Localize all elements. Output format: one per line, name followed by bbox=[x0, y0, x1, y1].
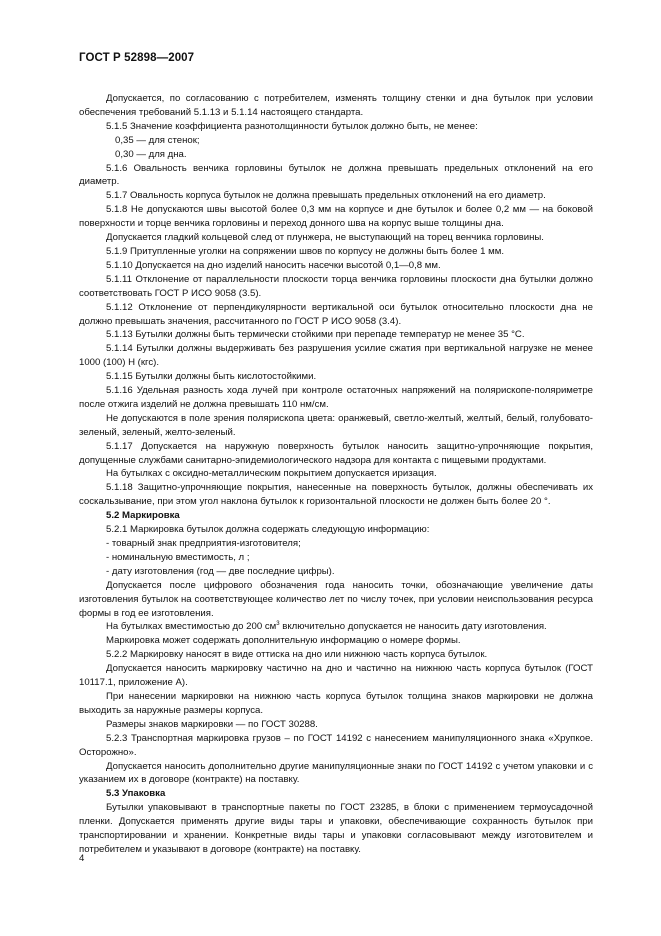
paragraph: При нанесении маркировки на нижнюю часть корпуса бутылок толщина знаков маркировки не должна выходить за наружные размеры корпуса. bbox=[79, 690, 593, 716]
clause-5-1-9: 5.1.9 Притупленные уголки на сопряжении швов по корпусу не должны быть более 1 мм. bbox=[106, 245, 504, 257]
document-header: ГОСТ Р 52898—2007 bbox=[79, 52, 195, 64]
list-item: - дату изготовления (год — две последние цифры). bbox=[106, 565, 335, 577]
clause-5-1-11: 5.1.11 Отклонение от параллельности плоскости торца венчика горловины плоскости дна бутылки должно соответствовать ГОСТ Р ИСО 9058 (3.5). bbox=[79, 273, 593, 299]
clause-5-1-14: 5.1.14 Бутылки должны выдерживать без разрушения усилие сжатия при вертикальной нагрузке не менее 1000 (100) Н (кгс). bbox=[79, 343, 593, 369]
clause-5-1-6: 5.1.6 Овальность венчика горловины бутылок не должна превышать предельных отклонений на его диаметр. bbox=[79, 162, 593, 188]
text-span: включительно допускается не наносить дату изготовления. bbox=[279, 621, 547, 633]
paragraph: Допускается наносить маркировку частично на дно и частично на нижнюю часть корпуса бутылок (ГОСТ 10117.1, приложение А). bbox=[79, 663, 593, 689]
clause-5-2-1: 5.2.1 Маркировка бутылок должна содержать следующую информацию: bbox=[106, 524, 430, 536]
section-heading-packaging: 5.3 Упаковка bbox=[106, 788, 166, 800]
clause-5-2-3: 5.2.3 Транспортная маркировка грузов – по ГОСТ 14192 с нанесением манипуляционного знака «Хрупкое. Осторожно». bbox=[79, 732, 593, 758]
clause-5-1-10: 5.1.10 Допускается на дно изделий наносить насечки высотой 0,1—0,8 мм. bbox=[106, 259, 441, 271]
paragraph: Размеры знаков маркировки — по ГОСТ 30288. bbox=[106, 718, 318, 730]
list-item: - товарный знак предприятия-изготовителя; bbox=[106, 538, 301, 549]
clause-5-1-17: 5.1.17 Допускается на наружную поверхность бутылок наносить защитно-упрочняющие покрытия, допущенные службами санитарно-эпидемиологического надзора для контакта с пищевыми продуктами. bbox=[79, 440, 593, 466]
clause-5-1-16: 5.1.16 Удельная разность хода лучей при контроле остаточных напряжений на полярископе-поляриметре после отжига изделий не должна превышать 110 нм/см. bbox=[79, 385, 593, 410]
clause-5-1-7: 5.1.7 Овальность корпуса бутылок не должна превышать предельных отклонений на его диаметр. bbox=[106, 190, 546, 202]
document-body bbox=[79, 92, 593, 857]
list-item: 0,35 — для стенок; bbox=[115, 134, 200, 146]
clause-5-1-12: 5.1.12 Отклонение от перпендикулярности вертикальной оси бутылок относительно плоскости дна не должно превышать значения, рассчитанного по ГОСТ Р ИСО 9058 (3.4). bbox=[79, 301, 593, 327]
text-span: На бутылках вместимостью до 200 см bbox=[106, 621, 277, 633]
paragraph: Допускается гладкий кольцевой след от плунжера, не выступающий на торец венчика горловины. bbox=[106, 232, 544, 244]
list-item: - номинальную вместимость, л ; bbox=[106, 551, 250, 563]
paragraph: Допускается после цифрового обозначения года наносить точки, обозначающие увеличение даты изготовления бутылок на соответствующее количество лет по числу точек, при условии неиспользования ресурса формы в год ее изготовления. bbox=[79, 579, 593, 619]
clause-5-1-13: 5.1.13 Бутылки должны быть термически стойкими при перепаде температур не менее 35 °С. bbox=[106, 329, 525, 341]
clause-5-2-2: 5.2.2 Маркировку наносят в виде оттиска на дно или нижнюю часть корпуса бутылок. bbox=[106, 649, 488, 661]
clause-5-1-18: 5.1.18 Защитно-упрочняющие покрытия, нанесенные на поверхность бутылок, должны обеспечивать их соскальзывание, при этом угол наклона бутылок к горизонтальной плоскости не должен быть более 20 °. bbox=[79, 482, 593, 508]
superscript: 3 bbox=[276, 621, 280, 628]
paragraph: Допускается наносить дополнительно другие манипуляционные знаки по ГОСТ 14192 с учетом упаковки и с указанием их в договоре (контракте) на поставку. bbox=[79, 760, 593, 786]
paragraph: Бутылки упаковывают в транспортные пакеты по ГОСТ 23285, в блоки с применением термоусадочной пленки. Допускается применять другие виды тары и упаковки, обеспечивающие сохранность бутылок при транспортировании и хранении. Конкретные виды тары и упаковки согласовывают между изготовителем и потребителем и указывают в договоре (контракте) на поставку. bbox=[79, 802, 593, 855]
paragraph: Не допускаются в поле зрения полярископа цвета: оранжевый, светло-желтый, желтый, белый, голубовато-зеленый, зеленый, желто-зеленый. bbox=[79, 412, 593, 438]
paragraph: На бутылках с оксидно-металлическим покрытием допускается иризация. bbox=[106, 468, 437, 480]
paragraph: Допускается, по согласованию с потребителем, изменять толщину стенки и дна бутылок при условии обеспечения требований 5.1.13 и 5.1.14 настоящего стандарта. bbox=[79, 93, 593, 118]
clause-5-1-8: 5.1.8 Не допускаются швы высотой более 0,3 мм на корпусе и дне бутылок и более 0,2 мм — на боковой поверхности и торце венчика горловины и переход донного шва на корпус выше толщины дна. bbox=[79, 204, 593, 230]
list-item: 0,30 — для дна. bbox=[115, 148, 187, 160]
clause-5-1-5: 5.1.5 Значение коэффициента разнотолщинности бутылок должно быть, не менее: bbox=[106, 120, 478, 132]
paragraph: Маркировка может содержать дополнительную информацию о номере формы. bbox=[106, 635, 461, 647]
section-heading-marking: 5.2 Маркировка bbox=[106, 510, 180, 522]
page-number: 4 bbox=[79, 853, 85, 864]
paragraph bbox=[79, 620, 593, 634]
clause-5-1-15: 5.1.15 Бутылки должны быть кислотостойкими. bbox=[106, 371, 317, 383]
